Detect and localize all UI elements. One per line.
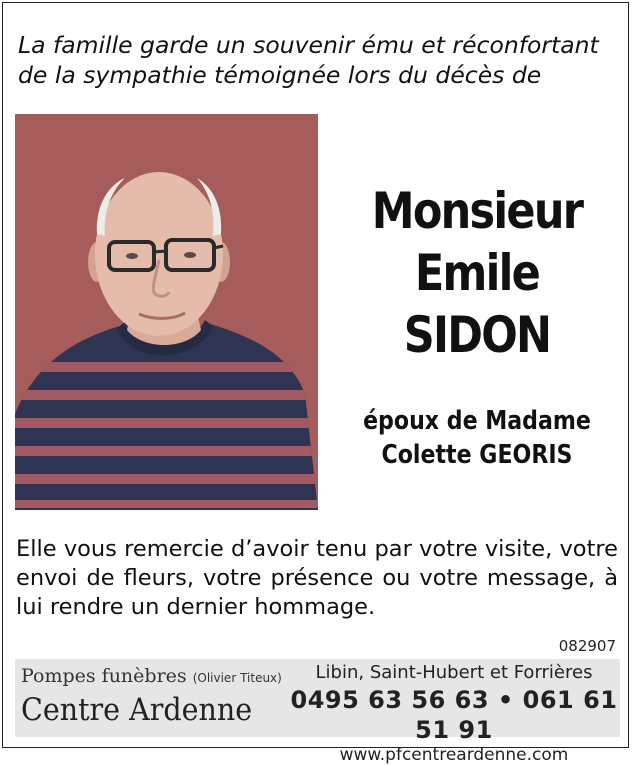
funeral-home-person: (Olivier Titeux) (192, 671, 282, 685)
deceased-title: Monsieur (371, 182, 583, 240)
deceased-name (330, 180, 624, 366)
intro-line-1: La famille garde un souvenir ému et réconfortant (18, 31, 599, 59)
funeral-home-contact (290, 661, 618, 765)
intro-line-2: de la sympathie témoignée lors du décès de (18, 61, 542, 89)
phone-primary: 0495 63 56 63 (290, 686, 490, 714)
intro-text (18, 30, 618, 90)
funeral-home-banner (15, 659, 620, 765)
funeral-home-locations: Libin, Saint-Hubert et Forrières (315, 662, 593, 683)
deceased-first-name: Emile (414, 244, 540, 302)
funeral-home-name: Centre Ardenne (21, 692, 253, 728)
portrait-photo (15, 114, 318, 510)
thanks-message: Elle vous remercie d’avoir tenu par votre visite, votre envoi de fleurs, votre présence ou votre message, à lui rendre un dernier hommage. (16, 536, 618, 620)
spouse-info (352, 404, 602, 472)
portrait-illustration (15, 114, 318, 510)
phone-secondary: 061 61 51 91 (415, 686, 618, 744)
deceased-last-name: SIDON (403, 306, 551, 364)
funeral-home-label-line (21, 665, 282, 687)
spouse-line-2: Colette GEORIS (381, 440, 573, 470)
funeral-home-label: Pompes funèbres (21, 665, 187, 687)
reference-number: 082907 (558, 637, 616, 655)
funeral-home-website: www.pfcentreardenne.com (339, 745, 569, 765)
funeral-home-phones (290, 685, 618, 745)
spouse-line-1: époux de Madame (363, 406, 591, 436)
phone-separator: • (497, 686, 514, 714)
